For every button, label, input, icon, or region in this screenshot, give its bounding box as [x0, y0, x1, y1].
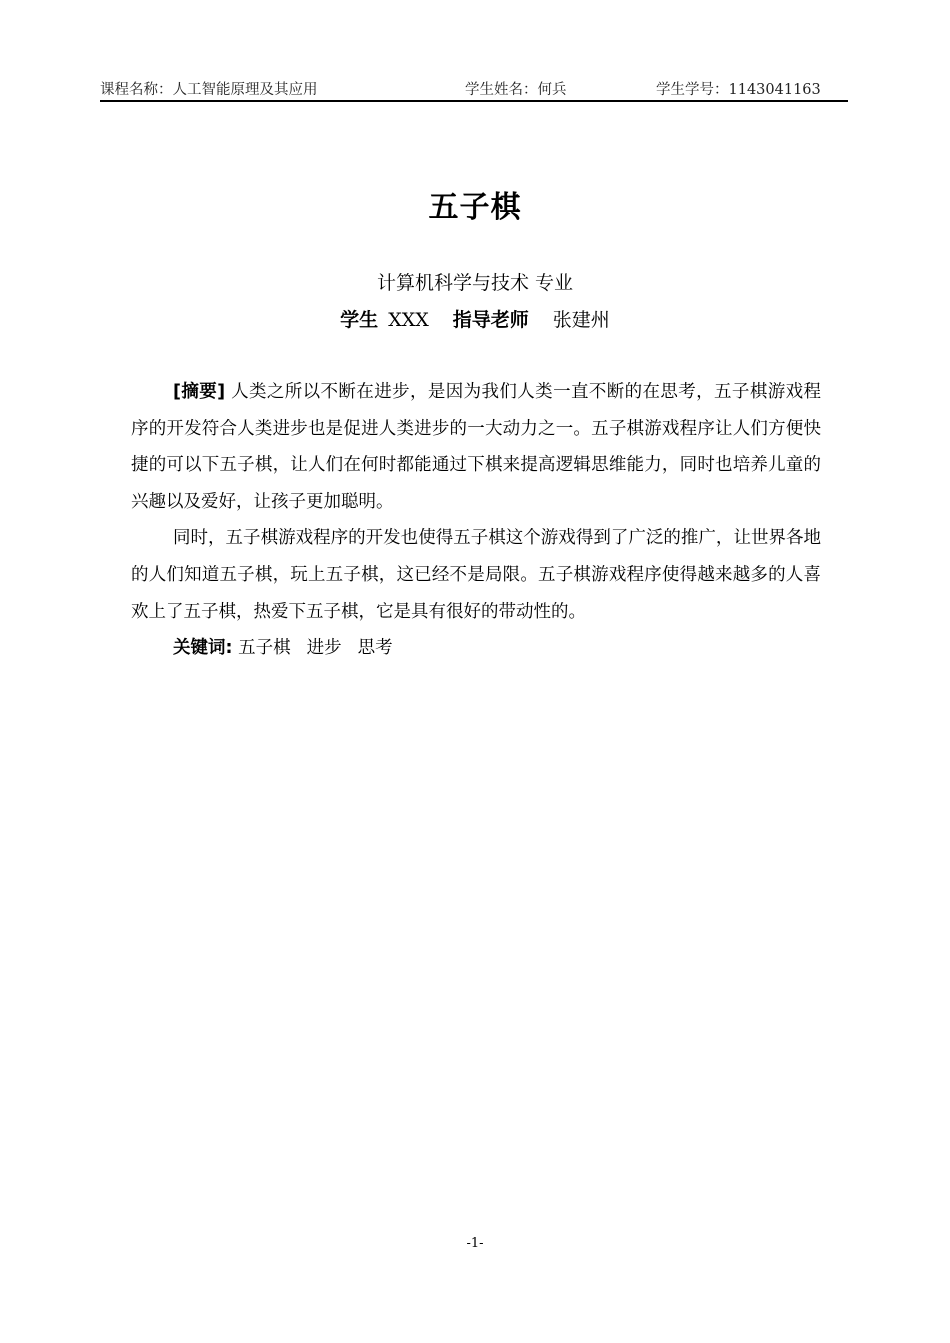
abstract-text-1: 人类之所以不断在进步，是因为我们人类一直不断的在思考，五子棋游戏程序的开发符合人类进步也是促进人类进步的一大动力之一。五子棋游戏程序让人们方便快捷的可以下五子棋，让人们在何时都能通过下棋来提高逻辑思维能力，同时也培养儿童的兴趣以及爱好，让孩子更加聪明。 [131, 382, 821, 512]
document-title: 五子棋 [428, 190, 522, 225]
page-header [100, 76, 848, 102]
page-number: -1- [466, 1236, 484, 1251]
abstract-block [131, 374, 821, 667]
header-student-id: 学生学号：1143041163 [656, 82, 821, 98]
keywords-line [131, 630, 821, 667]
keywords-label: 关键词: [173, 638, 233, 659]
header-student-name: 学生姓名：何兵 [465, 82, 567, 98]
header-course: 课程名称：人工智能原理及其应用 [100, 82, 318, 98]
keyword-item: 五子棋 [238, 638, 291, 659]
student-label: 学生 [340, 309, 379, 331]
advisor-value: 张建州 [552, 309, 610, 331]
author-line [0, 305, 950, 332]
student-value: XXX [388, 309, 429, 331]
abstract-label: [摘要] [173, 382, 226, 402]
abstract-paragraph-1 [131, 374, 821, 520]
abstract-paragraph-2: 同时，五子棋游戏程序的开发也使得五子棋这个游戏得到了广泛的推广，让世界各地的人们知道五子棋，玩上五子棋，这已经不是局限。五子棋游戏程序使得越来越多的人喜欢上了五子棋，热爱下五子棋，它是具有很好的带动性的。 [131, 528, 821, 622]
keyword-item: 思考 [357, 638, 393, 659]
keyword-item: 进步 [306, 638, 342, 659]
advisor-label: 指导老师 [452, 309, 529, 331]
major-line: 计算机科学与技术 专业 [376, 272, 574, 294]
